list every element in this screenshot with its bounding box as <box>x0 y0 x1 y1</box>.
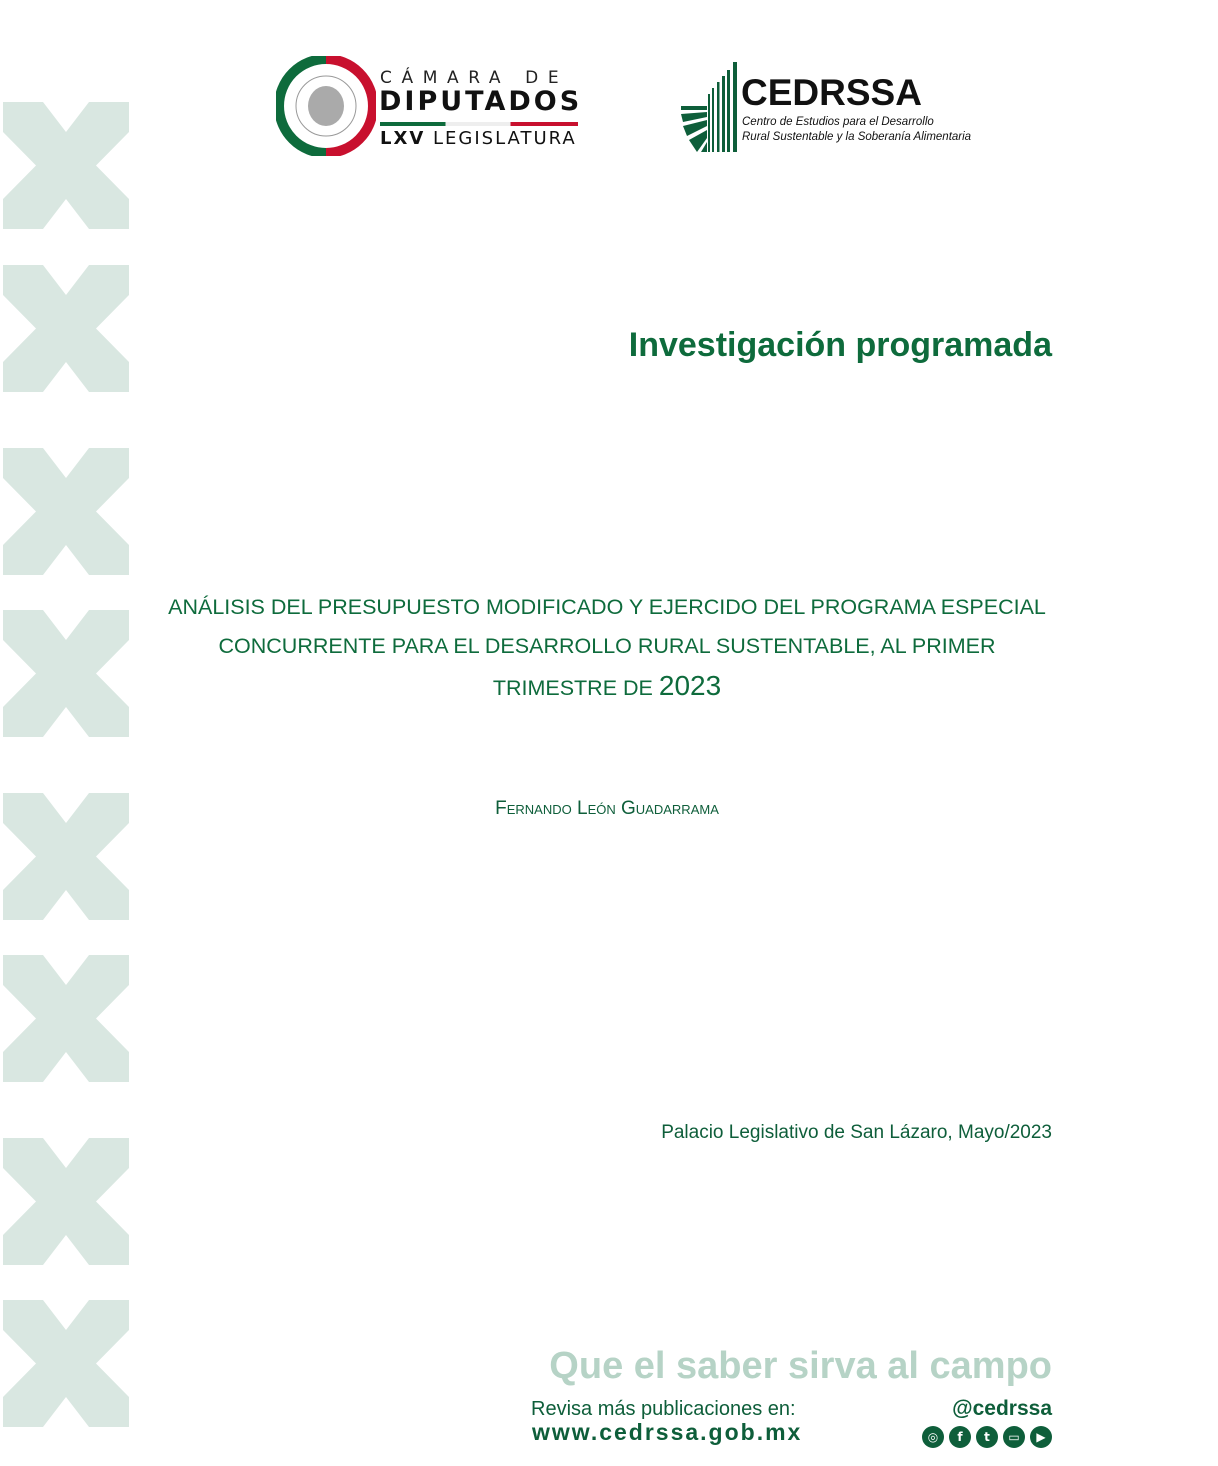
camara-text: CÁMARA DE <box>380 68 569 88</box>
seal-icon <box>276 56 376 156</box>
x-mark-icon <box>3 265 129 392</box>
x-mark-icon <box>3 448 129 575</box>
website-link[interactable]: www.cedrssa.gob.mx <box>532 1419 803 1445</box>
author-name: Fernando León Guadarrama <box>495 798 719 819</box>
document-category: Investigación programada <box>628 326 1052 364</box>
social-handle[interactable]: @cedrssa <box>952 1397 1052 1420</box>
x-mark-icon <box>3 955 129 1082</box>
document-title: ANÁLISIS DEL PRESUPUESTO MODIFICADO Y EJERCIDO DEL PROGRAMA ESPECIAL CONCURRENTE PARA EL DESARROLLO RURAL SUSTENTABLE, AL PRIMER TRIMESTRE DE 2023 <box>168 595 1046 701</box>
cedrssa-subtitle: Centro de Estudios para el Desarrollo Rural Sustentable y la Soberanía Alimentaria <box>742 116 972 143</box>
social-icons <box>922 1426 1052 1448</box>
x-mark-icon <box>3 102 129 229</box>
x-mark-icon <box>3 1138 129 1265</box>
cedrssa-logo <box>681 62 991 154</box>
tricolor-bar <box>380 122 578 126</box>
diputados-text: DIPUTADOS <box>379 86 583 117</box>
slogan: Que el saber sirva al campo <box>549 1345 1052 1387</box>
cedrssa-name: CEDRSSA <box>741 72 922 113</box>
play-icon[interactable]: ▶ <box>1030 1426 1052 1448</box>
twitter-icon[interactable]: t <box>976 1426 998 1448</box>
facebook-icon[interactable]: f <box>949 1426 971 1448</box>
legislatura-text: LXV LEGISLATURA <box>380 128 577 149</box>
place-date: Palacio Legislativo de San Lázaro, Mayo/2023 <box>661 1122 1052 1143</box>
x-mark-icon <box>3 610 129 737</box>
camara-diputados-logo <box>276 56 586 158</box>
x-mark-icon <box>3 1300 129 1427</box>
youtube-icon[interactable]: ▭ <box>1003 1426 1025 1448</box>
field-rows-icon <box>681 62 739 154</box>
instagram-icon[interactable]: ◎ <box>922 1426 944 1448</box>
revisa-text: Revisa más publicaciones en: <box>531 1398 796 1420</box>
